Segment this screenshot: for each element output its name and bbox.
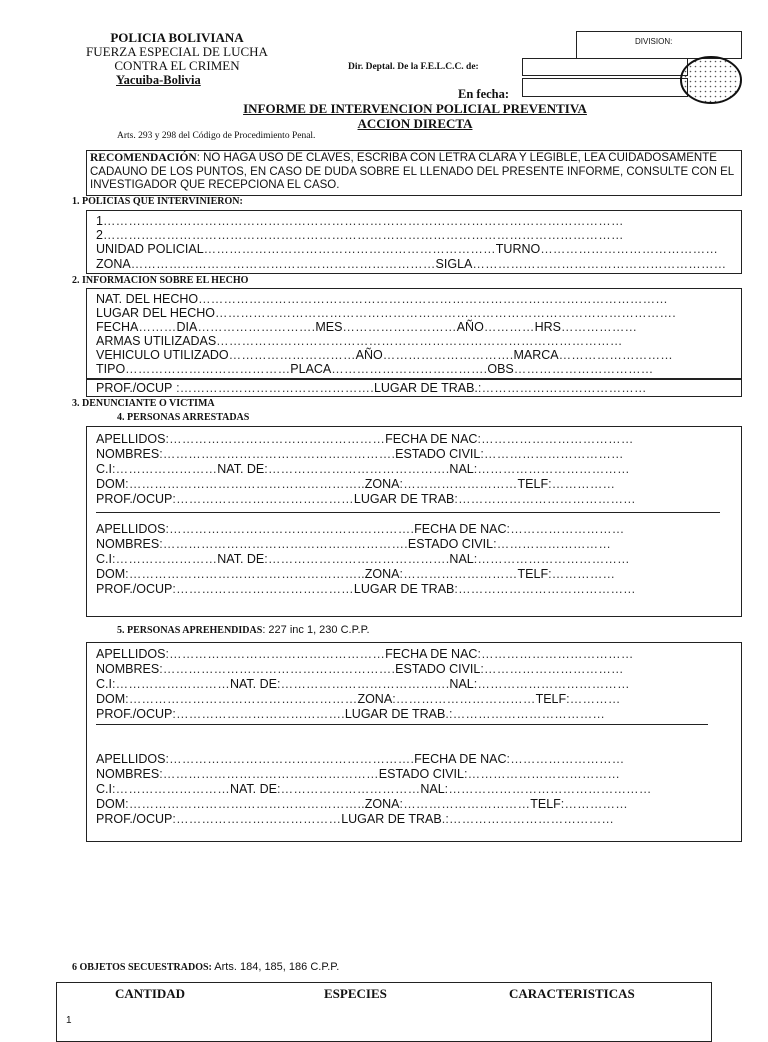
col-quantity-header: CANTIDAD xyxy=(115,986,186,1001)
division-label: DIVISION: xyxy=(635,37,673,46)
arrested-2-surnames-row[interactable]: APELLIDOS:………………………………………………….FECHA DE NAC:……………………… xyxy=(96,522,625,536)
event-place-row[interactable]: LUGAR DEL HECHO………………………………………………………………………………………………. xyxy=(96,306,676,320)
arrested-2-ci-row[interactable]: C.I:……………………NAT. DE:…………………………………….NAL:……………………………… xyxy=(96,552,630,566)
report-title: INFORME DE INTERVENCION POLICIAL PREVENTIVA xyxy=(243,101,587,116)
section-5-reference: : 227 inc 1, 230 C.P.P. xyxy=(262,624,370,636)
arrested-1-names-row[interactable]: NOMBRES:……………………………………………….ESTADO CIVIL:…………………………… xyxy=(96,447,624,461)
section-4-title: 4. PERSONAS ARRESTADAS xyxy=(117,412,250,423)
police-unit-row[interactable]: UNIDAD POLICIAL……………………………………………………………TURNO…………………………………… xyxy=(96,242,719,256)
section-1-title: 1. POLICIAS QUE INTERVINIERON: xyxy=(72,196,243,207)
col-species-header: ESPECIES xyxy=(324,986,387,1001)
section-6-reference: Arts. 184, 185, 186 C.P.P. xyxy=(211,961,340,973)
event-nature-row[interactable]: NAT. DEL HECHO………………………………………………………………………………………………… xyxy=(96,292,669,306)
arrested-1-dom-row[interactable]: DOM:………………………………………………..ZONA:………………………TELF:…………… xyxy=(96,477,616,491)
vehicle-type-row[interactable]: TIPO…………………………………PLACA……………………………….OBS…………………………… xyxy=(96,362,654,376)
apprehended-1-ci-row[interactable]: C.I:………………………NAT. DE:………………………………….NAL:……………………………… xyxy=(96,677,630,691)
dir-label: Dir. Deptal. De la F.E.L.C.C. de: xyxy=(348,62,479,72)
org-name: POLICIA BOLIVIANA xyxy=(110,30,244,45)
report-subtitle: ACCION DIRECTA xyxy=(357,116,473,131)
profession-row[interactable]: PROF./OCUP :……………………………………….LUGAR DE TRAB.:………………………………… xyxy=(96,381,647,395)
apprehended-2-dom-row[interactable]: DOM:………………………………………………..ZONA:…………………………TELF:…………… xyxy=(96,797,628,811)
apprehended-1-dom-row[interactable]: DOM:………………………………………………ZONA:……………………………TELF:………… xyxy=(96,692,621,706)
apprehended-1-surnames-row[interactable]: APELLIDOS:……………………………………………FECHA DE NAC:……………………………… xyxy=(96,647,634,661)
apprehended-2-names-row[interactable]: NOMBRES:……………………………………………ESTADO CIVIL:……………………………… xyxy=(96,767,621,781)
apprehended-1-prof-row[interactable]: PROF./OCUP:………………………………….LUGAR DE TRAB.:……………………………… xyxy=(96,707,606,721)
section-6-title: 6 OBJETOS SECUESTRADOS: xyxy=(72,962,212,973)
recommendation-box xyxy=(86,150,742,196)
event-date-row[interactable]: FECHA………DIA……………………….MES………………………AÑO…………HRS……………… xyxy=(96,320,638,334)
zone-row[interactable]: ZONA………………………………………………………………SIGLA…………………………………………………… xyxy=(96,257,727,271)
section-2-title: 2. INFORMACION SOBRE EL HECHO xyxy=(72,275,249,286)
section-5-title: 5. PERSONAS APREHENDIDAS xyxy=(117,625,263,636)
apprehended-2-ci-row[interactable]: C.I:………………………NAT. DE:……………………………NAL:………………………………………… xyxy=(96,782,652,796)
arrested-1-ci-row[interactable]: C.I:……………………NAT. DE:…………………………………….NAL:……………………………… xyxy=(96,462,630,476)
arrested-2-dom-row[interactable]: DOM:………………………………………………..ZONA:………………………TELF:…………… xyxy=(96,567,616,581)
dir-field[interactable] xyxy=(522,58,688,76)
recommendation-text: : NO HAGA USO DE CLAVES, ESCRIBA CON LETRA CLARA Y LEGIBLE, LEA CUIDADOSAMENTE CADAUNO DE LOS PUNTOS, EN CASO DE DUDA SOBRE EL LLENADO DEL PRESENTE INFORME, CONSULTE CON EL INVESTIGADOR QUE RECEPCIONA EL CASO. xyxy=(90,152,734,191)
section-6-heading xyxy=(72,961,339,973)
officer-1-row[interactable]: 1…………………………………………………………………………………………………………… xyxy=(96,214,624,228)
arrested-2-names-row[interactable]: NOMBRES:………………………………………………….ESTADO CIVIL:……………………… xyxy=(96,537,612,551)
org-location: Yacuiba-Bolivia xyxy=(116,73,201,87)
apprehended-1-names-row[interactable]: NOMBRES:……………………………………………….ESTADO CIVIL:…………………………… xyxy=(96,662,624,676)
seized-row-1-number: 1 xyxy=(66,1015,72,1026)
org-division-line1: FUERZA ESPECIAL DE LUCHA xyxy=(86,44,268,59)
section-3-title: 3. DENUNCIANTE O VICTIMA xyxy=(72,398,215,409)
arrested-1-prof-row[interactable]: PROF./OCUP:……………………………………LUGAR DE TRAB:…………………………………… xyxy=(96,492,636,506)
vehicle-row[interactable]: VEHICULO UTILIZADO…………………………AÑO………………………….MARCA……………………… xyxy=(96,348,673,362)
weapons-row[interactable]: ARMAS UTILIZADAS…………………………………………………………………………………… xyxy=(96,334,623,348)
seal-stamp xyxy=(678,54,744,106)
apprehended-2-surnames-row[interactable]: APELLIDOS:………………………………………………….FECHA DE NAC:……………………… xyxy=(96,752,625,766)
arrested-separator xyxy=(96,512,720,513)
date-label: En fecha: xyxy=(458,87,510,101)
date-field[interactable] xyxy=(522,78,688,97)
org-division-line2: CONTRA EL CRIMEN xyxy=(114,58,240,73)
recommendation-label: RECOMENDACIÓN xyxy=(90,152,197,164)
officer-2-row[interactable]: 2…………………………………………………………………………………………………………… xyxy=(96,228,624,242)
section-5-heading xyxy=(117,624,370,636)
arrested-2-prof-row[interactable]: PROF./OCUP:……………………………………LUGAR DE TRAB:…………………………………… xyxy=(96,582,636,596)
apprehended-separator xyxy=(96,724,708,725)
arrested-1-surnames-row[interactable]: APELLIDOS:……………………………………………FECHA DE NAC:……………………………… xyxy=(96,432,634,446)
col-features-header: CARACTERISTICAS xyxy=(509,986,635,1001)
legal-reference: Arts. 293 y 298 del Código de Procedimiento Penal. xyxy=(117,131,316,141)
apprehended-2-prof-row[interactable]: PROF./OCUP:…………………………………LUGAR DE TRAB.:………………………………… xyxy=(96,812,615,826)
